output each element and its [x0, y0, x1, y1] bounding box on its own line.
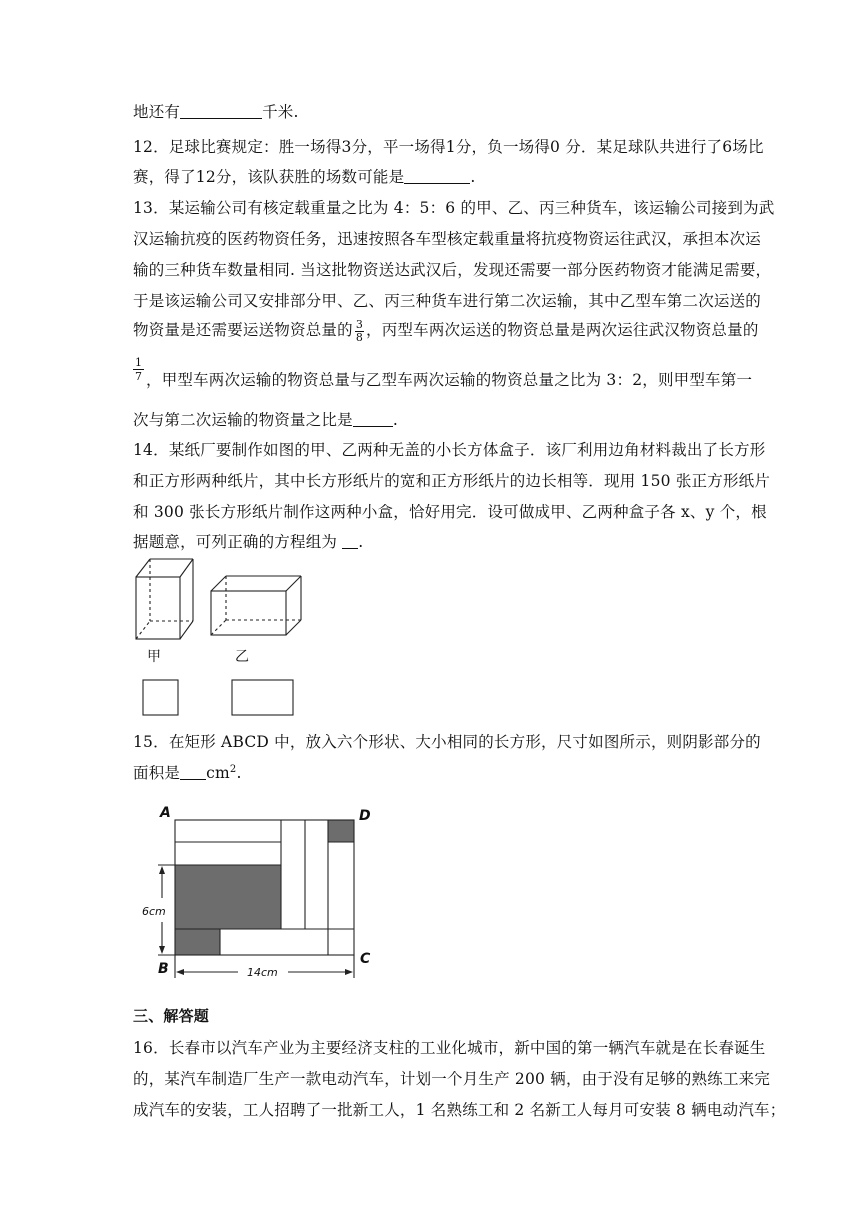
- q13-text-pre: 次与第二次运输的物资量之比是: [133, 411, 353, 429]
- section-heading: 三、解答题: [133, 1007, 210, 1025]
- q13-line-7: [133, 408, 398, 430]
- q15-unit-exponent: 2: [229, 763, 237, 775]
- q13-line-2: 汉运输抗疫的医药物资任务，迅速按照各车型核定载重量将抗疫物资运往武汉，承担本次运: [133, 230, 762, 248]
- q13-line-1: 13．某运输公司有核定载重量之比为 4：5：6 的甲、乙、丙三种货车，该运输公司接到为武: [133, 199, 775, 217]
- q14-line-3: 和 300 张长方形纸片制作这两种小盒，恰好用完．设可做成甲、乙两种盒子各 x、y 个，根: [133, 503, 767, 521]
- q13-text-post: .: [392, 411, 398, 429]
- dimension-label-6cm: 6cm: [142, 905, 166, 918]
- fraction-denominator: 8: [355, 330, 364, 344]
- q15-unit: cm: [206, 764, 230, 782]
- fraction-numerator: 3: [355, 317, 364, 331]
- q14-line-2: 和正方形两种纸片，其中长方形纸片的宽和正方形纸片的边长相等．现用 150 张正方形纸片: [133, 472, 771, 490]
- shaded-region-bottom: [175, 929, 220, 955]
- rectangle-paper-icon: [232, 680, 293, 715]
- q14-text-pre: 据题意，可列正确的方程组为: [133, 533, 343, 551]
- q15-line-2: [133, 761, 242, 783]
- fraction-1-7: [133, 356, 144, 383]
- q14-line-1: 14．某纸厂要制作如图的甲、乙两种无盖的小长方体盒子．该厂利用边角材料裁出了长方形: [133, 441, 766, 459]
- vertex-label-a: A: [160, 805, 171, 821]
- fraction-3-8: [355, 319, 364, 344]
- q13-line-4: 于是该运输公司又安排部分甲、乙、丙三种货车进行第二次运输，其中乙型车第二次运送的: [133, 292, 762, 310]
- shaded-region-corner: [328, 820, 354, 842]
- q15-text-pre: 面积是: [133, 764, 181, 782]
- q11-text-pre: 地还有: [133, 103, 181, 121]
- q15-answer-blank[interactable]: [180, 765, 206, 780]
- vertex-label-b: B: [158, 961, 169, 977]
- q16-line-1: 16．长春市以汽车产业为主要经济支柱的工业化城市，新中国的第一辆汽车就是在长春诞生: [133, 1039, 766, 1057]
- q13-text-pre: 物资量是还需要运送物资总量的: [133, 321, 353, 339]
- q13-answer-blank[interactable]: [353, 412, 393, 427]
- q11-answer-blank[interactable]: [180, 104, 262, 119]
- q12-line-1: 12．足球比赛规定：胜一场得3分，平一场得1分，负一场得0 分．某足球队共进行了6场比: [133, 138, 764, 156]
- label-jia: 甲: [147, 649, 161, 665]
- q16-line-2: 的，某汽车制造厂生产一款电动汽车，计划一个月生产 200 辆，由于没有足够的熟练工来完: [133, 1070, 771, 1088]
- q15-rectangle-figure: [138, 796, 383, 986]
- q14-text-post: .: [358, 533, 364, 551]
- vertex-label-c: C: [360, 951, 371, 967]
- q11-text-post: 千米.: [262, 103, 299, 121]
- fraction-denominator: 7: [135, 370, 142, 383]
- q13-text-mid: ，丙型车两次运送的物资总量是两次运往武汉物资总量的: [366, 321, 759, 339]
- q14-answer-blank[interactable]: [342, 534, 358, 549]
- shaded-region-large: [175, 865, 281, 929]
- q13-line-3: 输的三种货车数量相同. 当这批物资送达武汉后，发现还需要一部分医药物资才能满足需要，: [133, 261, 772, 279]
- q13-line-6: ，甲型车两次运输的物资总量与乙型车两次运输的物资总量之比为 3：2，则甲型车第一: [146, 371, 753, 389]
- dimension-label-14cm: 14cm: [247, 966, 278, 979]
- label-yi: 乙: [235, 649, 249, 665]
- box-jia-icon: [136, 559, 193, 639]
- q12-line-2: [133, 165, 475, 187]
- q11-tail: [133, 100, 299, 122]
- fraction-numerator: 1: [135, 356, 142, 369]
- q14-box-figure: [125, 548, 325, 720]
- vertex-label-d: D: [359, 808, 371, 824]
- q12-text-pre: 赛，得了12分，该队获胜的场数可能是: [133, 168, 405, 186]
- square-paper-icon: [143, 680, 178, 715]
- q12-answer-blank[interactable]: [404, 169, 470, 184]
- q15-line-1: 15．在矩形 ABCD 中，放入六个形状、大小相同的长方形，尺寸如图所示，则阴影部分的: [133, 733, 761, 751]
- q15-text-post: .: [236, 764, 242, 782]
- box-yi-icon: [211, 576, 301, 635]
- q12-text-post: .: [470, 168, 476, 186]
- q16-line-3: 成汽车的安装，工人招聘了一批新工人，1 名熟练工和 2 名新工人每月可安装 8 辆电动汽车；: [133, 1101, 786, 1119]
- q13-line-5: [133, 318, 759, 344]
